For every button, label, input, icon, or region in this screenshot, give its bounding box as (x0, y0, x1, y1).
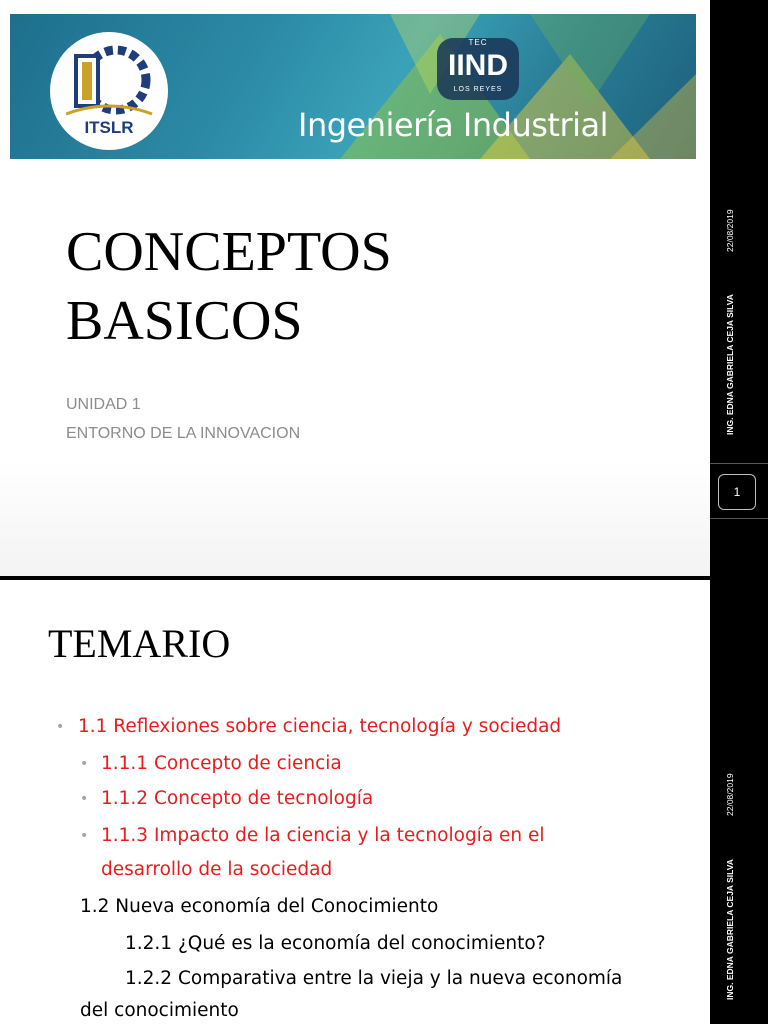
page-divider-bottom (710, 518, 768, 519)
toc-item: 1.2 Nueva economía del Conocimiento (80, 896, 439, 917)
page-number: 1 (718, 474, 756, 510)
subtitle-line-1: UNIDAD 1 (66, 396, 141, 413)
slide-2 (0, 580, 768, 1024)
footer-author: ING. EDNA GABRIELA CEJA SILVA (725, 294, 735, 435)
bullet-icon: • (80, 791, 89, 807)
footer-date: 22/08/2019 (725, 209, 735, 252)
bullet-icon: • (80, 828, 89, 844)
toc-item: 1.1 Reflexiones sobre ciencia, tecnología y sociedad (78, 716, 562, 737)
header-banner (10, 14, 696, 159)
toc-item-continuation: del conocimiento (80, 1000, 239, 1021)
logo-text: ITSLR (84, 118, 134, 137)
slide-2-content (0, 580, 710, 1024)
title-line-1: CONCEPTOS (66, 221, 392, 283)
toc-item: 1.1.1 Concepto de ciencia (101, 753, 342, 774)
page-divider-top (710, 463, 768, 464)
toc-item: 1.2.2 Comparativa entre la vieja y la nueva economía (125, 968, 623, 989)
slide-title (66, 218, 392, 356)
slide-subtitle (66, 390, 300, 448)
iind-sub-label: LOS REYES (453, 86, 503, 93)
bullet-icon: • (56, 719, 65, 735)
temario-title: TEMARIO (48, 621, 231, 666)
banner-title: Ingeniería Industrial (298, 106, 608, 144)
footer-date: 22/08/2019 (725, 773, 735, 816)
toc-item-continuation: desarrollo de la sociedad (101, 859, 333, 880)
bullet-icon: • (80, 756, 89, 772)
toc-item: 1.2.1 ¿Qué es la economía del conocimiento? (125, 933, 546, 954)
toc-item: 1.1.3 Impacto de la ciencia y la tecnología en el (101, 825, 545, 846)
itslr-logo (50, 32, 168, 150)
toc-item: 1.1.2 Concepto de tecnología (101, 788, 374, 809)
iind-tec-label: TEC (468, 38, 488, 47)
iind-badge (435, 36, 521, 102)
footer-author: ING. EDNA GABRIELA CEJA SILVA (725, 859, 735, 1000)
title-line-2: BASICOS (66, 290, 303, 352)
iind-main-label: IIND (448, 49, 508, 82)
subtitle-line-2: ENTORNO DE LA INNOVACION (66, 425, 301, 442)
